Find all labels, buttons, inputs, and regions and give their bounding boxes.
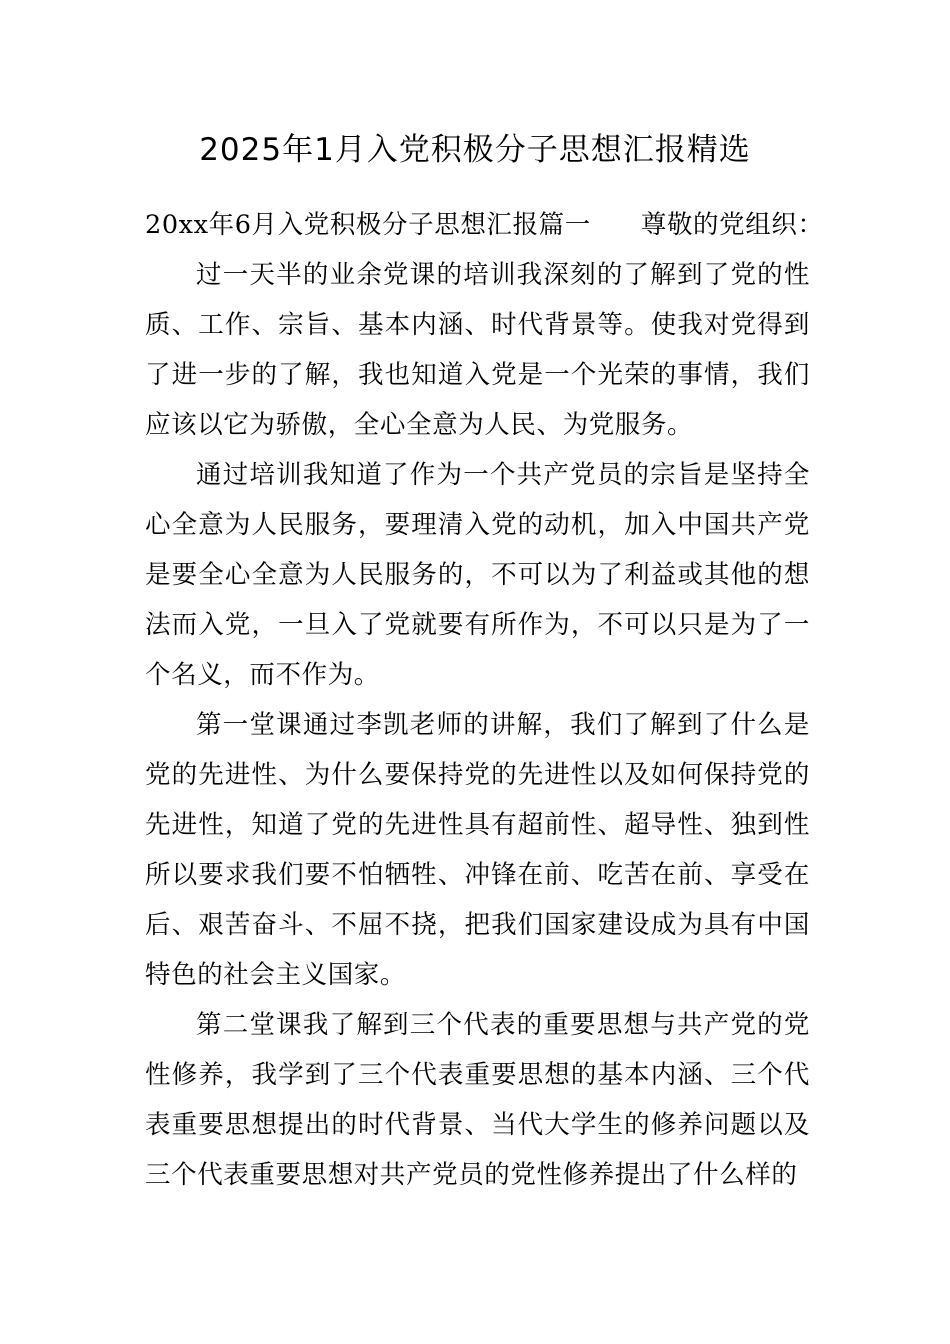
paragraph: 通过培训我知道了作为一个共产党员的宗旨是坚持全心全意为人民服务，要理清入党的动机，加入中国共产党是要全心全意为人民服务的，不可以为了利益或其他的想法而入党，一旦入了党就要有所作为，不可以只是为了一个名义，而不作为。 <box>145 460 810 690</box>
paragraph: 第二堂课我了解到三个代表的重要思想与共产党的党性修养，我学到了三个代表重要思想的基本内涵、三个代表重要思想提出的时代背景、当代大学生的修养问题以及三个代表重要思想对共产党员的党性修养提出了什么样的 <box>145 1010 810 1190</box>
paragraph: 过一天半的业余党课的培训我深刻的了解到了党的性质、工作、宗旨、基本内涵、时代背景等。使我对党得到了进一步的了解，我也知道入党是一个光荣的事情，我们应该以它为骄傲，全心全意为人民、为党服务。 <box>145 260 810 440</box>
document-title: 2025年1月入党积极分子思想汇报精选 <box>199 132 751 168</box>
paragraph: 第一堂课通过李凯老师的讲解，我们了解到了什么是党的先进性、为什么要保持党的先进性以及如何保持党的先进性，知道了党的先进性具有超前性、超导性、独到性所以要求我们要不怕牺牲、冲锋在前、吃苦在前、享受在后、艰苦奋斗、不屈不挠，把我们国家建设成为具有中国特色的社会主义国家。 <box>145 710 810 990</box>
section-heading: 20xx年6月入党积极分子思想汇报篇一 <box>145 210 591 240</box>
document-body <box>145 200 824 1200</box>
salutation: 尊敬的党组织： <box>640 210 824 240</box>
heading-line <box>145 200 824 250</box>
